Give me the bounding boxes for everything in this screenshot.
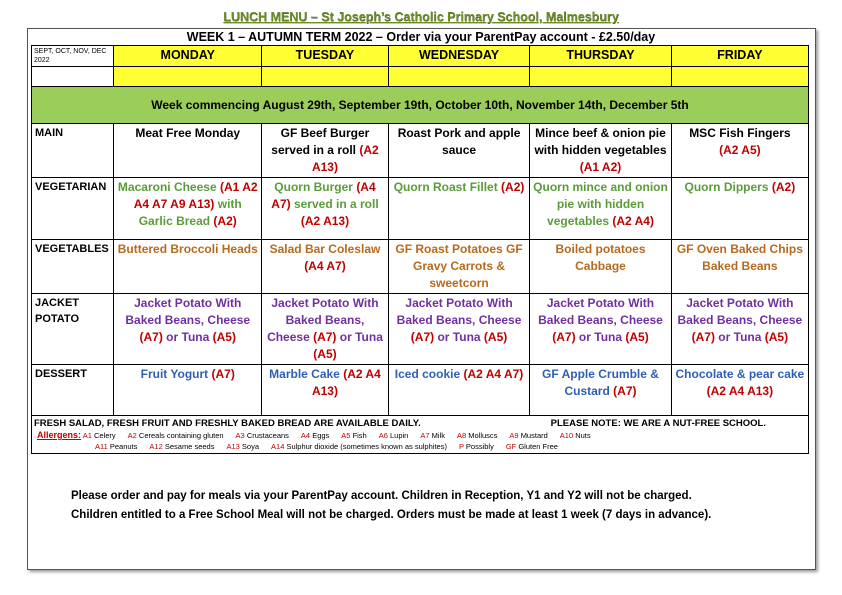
footer-fsm-note: Children entitled to a Free School Meal will not be charged. Orders must be made at least 1 week (7 days in advance). <box>71 509 712 521</box>
allergen-name: Cereals containing gluten <box>138 431 224 440</box>
menu-text-part: Boiled potatoes Cabbage <box>555 242 646 273</box>
jacket-cell-friday <box>671 294 808 365</box>
vegetarian-row <box>32 178 809 240</box>
allergen-name: Soya <box>241 442 260 451</box>
allergen-code: A2 <box>127 431 139 440</box>
vegetarian-cell-wednesday <box>388 178 529 240</box>
vegetarian-cell-tuesday <box>262 178 389 240</box>
menu-text-part: Iced cookie <box>394 367 464 381</box>
allergen-list <box>37 431 603 451</box>
jacket-cell-monday <box>114 294 262 365</box>
allergen-code: A9 <box>509 431 521 440</box>
menu-text-part: Jacket Potato With Baked Beans, Cheese <box>396 296 522 327</box>
menu-text-part: with Garlic Bread <box>138 197 242 228</box>
menu-text-part: Quorn Roast Fillet <box>393 180 502 194</box>
menu-text-part: or Tuna <box>575 330 626 344</box>
allergen-code: A8 <box>456 431 469 440</box>
allergen-legend <box>34 430 806 452</box>
allergen-name: Milk <box>431 431 445 440</box>
vegetables-row <box>32 240 809 294</box>
menu-text-part: (A5) <box>764 330 789 344</box>
allergen-code: A1 <box>82 431 94 440</box>
main-row <box>32 124 809 178</box>
menu-text-part: or Tuna <box>714 330 765 344</box>
menu-text-part: GF Roast Potatoes GF Gravy Carrots & sweetcorn <box>395 242 523 290</box>
main-cell-friday: MSC Fish Fingers (A2 A5) <box>671 124 808 178</box>
allergen-code: P <box>458 442 466 451</box>
notice-row <box>32 416 809 454</box>
allergen-code: A14 <box>271 442 287 451</box>
allergen-name: Mustard <box>520 431 548 440</box>
menu-text-part: (A5) <box>212 330 236 344</box>
allergen-name: Nuts <box>575 431 591 440</box>
menu-table <box>31 45 809 454</box>
menu-text-part: Buttered Broccoli Heads <box>117 242 258 256</box>
vegetables-cell-wednesday <box>388 240 529 294</box>
menu-text-part: (A2 A4 A7) <box>463 367 524 381</box>
vegetarian-cell-monday <box>114 178 262 240</box>
menu-text-part: Quorn mince and onion pie with hidden vegetables <box>533 180 668 228</box>
menu-text-part: Jacket Potato With Baked Beans, Cheese <box>267 296 379 344</box>
allergen-name: Celery <box>93 431 116 440</box>
allergen-name: Fish <box>352 431 367 440</box>
allergen-code: A13 <box>226 442 242 451</box>
dessert-cell-tuesday <box>262 365 389 416</box>
menu-text-part: (A1 A2 A4 A7 A9 A13) <box>133 180 258 211</box>
row-label-vegetables: VEGETABLES <box>32 240 114 294</box>
vegetarian-cell-friday <box>671 178 808 240</box>
allergen-code: A11 <box>95 442 110 451</box>
allergen-code: A5 <box>341 431 353 440</box>
menu-text-part: (A7) <box>410 330 435 344</box>
notice-daily: FRESH SALAD, FRESH FRUIT AND FRESHLY BAKED BREAD ARE AVAILABLE DAILY. <box>34 418 421 429</box>
week-commencing-text: Week commencing August 29th, September 19th, October 10th, November 14th, December 5th <box>32 87 809 124</box>
allergen-name: Crustaceans <box>246 431 289 440</box>
menu-text-part: (A5) <box>313 347 337 361</box>
menu-title: LUNCH MENU – St Joseph’s Catholic Primary School, Malmesbury <box>223 10 619 24</box>
menu-text-part: or Tuna <box>336 330 383 344</box>
notice-cell <box>32 416 809 454</box>
menu-text-part: (A2) <box>771 180 796 194</box>
menu-text-part: (A7) <box>313 330 337 344</box>
dessert-cell-thursday <box>530 365 671 416</box>
main-cell-tuesday: GF Beef Burger served in a roll (A2 A13) <box>262 124 389 178</box>
menu-text-part: (A2) <box>501 180 525 194</box>
menu-text-part: (A2 A4 A13) <box>706 384 774 398</box>
menu-text-part: (A7) <box>613 384 637 398</box>
allergen-name: Eggs <box>312 431 330 440</box>
menu-text-part: served in a roll <box>290 197 379 211</box>
allergen-code: A7 <box>420 431 432 440</box>
allergen-name: Gluten Free <box>518 442 558 451</box>
jacket-cell-thursday <box>530 294 671 365</box>
day-friday: FRIDAY <box>671 46 808 67</box>
allergen-name: Sulphur dioxide (sometimes known as sulphites) <box>286 442 447 451</box>
allergen-code: A6 <box>378 431 390 440</box>
allergen-name: Sesame seeds <box>164 442 215 451</box>
notice-nut-free: PLEASE NOTE: WE ARE A NUT-FREE SCHOOL. <box>550 418 766 429</box>
dessert-row <box>32 365 809 416</box>
dessert-cell-wednesday <box>388 365 529 416</box>
main-cell-wednesday: Roast Pork and apple sauce <box>388 124 529 178</box>
dessert-cell-monday <box>114 365 262 416</box>
row-label-main: MAIN <box>32 124 114 178</box>
menu-text-part: Macaroni Cheese <box>117 180 220 194</box>
menu-text-part: (A2 A4) <box>612 214 654 228</box>
allergens-label: Allergens: <box>37 430 82 440</box>
menu-text-part: or Tuna <box>434 330 484 344</box>
menu-text-part: (A7) <box>139 330 163 344</box>
row-label-dessert: DESSERT <box>32 365 114 416</box>
allergen-code: A3 <box>235 431 247 440</box>
menu-text-part: Jacket Potato With Baked Beans, Cheese <box>538 296 663 327</box>
vegetables-cell-friday <box>671 240 808 294</box>
allergen-code: A10 <box>559 431 576 440</box>
menu-text-part: (A5) <box>483 330 508 344</box>
row-label-vegetarian: VEGETARIAN <box>32 178 114 240</box>
period-label: SEPT, OCT, NOV, DEC 2022 <box>32 46 114 67</box>
vegetarian-cell-thursday <box>530 178 671 240</box>
menu-text-part: Salad Bar Coleslaw <box>269 242 381 256</box>
menu-text-part: Quorn Dippers <box>684 180 772 194</box>
menu-text-part: Chocolate & pear cake <box>675 367 805 381</box>
menu-text-part: Fruit Yogurt <box>140 367 212 381</box>
week-commencing-row <box>32 87 809 124</box>
row-label-jacket: JACKET POTATO <box>32 294 114 365</box>
allergen-code: A12 <box>149 442 165 451</box>
menu-text-part: (A7) <box>552 330 576 344</box>
footer-order-note: Please order and pay for meals via your ParentPay account. Children in Reception, Y1 and Y2 will not be charged. <box>71 490 692 502</box>
vegetables-cell-tuesday <box>262 240 389 294</box>
main-cell-monday: Meat Free Monday <box>114 124 262 178</box>
main-cell-thursday: Mince beef & onion pie with hidden vegetables (A1 A2) <box>530 124 671 178</box>
menu-text-part: (A2 A13) <box>300 214 350 228</box>
allergen-name: Lupin <box>390 431 409 440</box>
allergen-code: A4 <box>300 431 313 440</box>
allergen-code: GF <box>505 442 519 451</box>
menu-text-part: (A4 A7) <box>271 180 376 211</box>
vegetables-cell-monday <box>114 240 262 294</box>
allergen-name: Molluscs <box>468 431 498 440</box>
menu-text-part: Jacket Potato With Baked Beans, Cheese <box>125 296 251 327</box>
menu-text-part: Quorn Burger <box>274 180 357 194</box>
day-header-spacer <box>32 67 809 87</box>
vegetables-cell-thursday <box>530 240 671 294</box>
jacket-cell-tuesday <box>262 294 389 365</box>
day-monday: MONDAY <box>114 46 262 67</box>
menu-text-part: or Tuna <box>162 330 213 344</box>
menu-text-part: (A2) <box>213 214 237 228</box>
allergen-name: Peanuts <box>109 442 138 451</box>
menu-text-part: (A5) <box>625 330 649 344</box>
dessert-cell-friday <box>671 365 808 416</box>
menu-text-part: (A7) <box>691 330 715 344</box>
menu-text-part: (A2 A4 A13) <box>311 367 381 398</box>
menu-text-part: Marble Cake <box>269 367 344 381</box>
menu-text-part: (A4 A7) <box>304 259 346 273</box>
day-thursday: THURSDAY <box>530 46 671 67</box>
menu-text-part: GF Apple Crumble & Custard <box>542 367 659 398</box>
jacket-cell-wednesday <box>388 294 529 365</box>
day-wednesday: WEDNESDAY <box>388 46 529 67</box>
day-tuesday: TUESDAY <box>262 46 389 67</box>
menu-text-part: Jacket Potato With Baked Beans, Cheese <box>677 296 803 327</box>
allergen-name: Possibly <box>465 442 494 451</box>
jacket-row <box>32 294 809 365</box>
menu-text-part: GF Oven Baked Chips Baked Beans <box>676 242 803 273</box>
menu-subtitle: WEEK 1 – AUTUMN TERM 2022 – Order via your ParentPay account - £2.50/day <box>186 30 656 44</box>
menu-text-part: (A7) <box>211 367 235 381</box>
day-header-row <box>32 46 809 67</box>
